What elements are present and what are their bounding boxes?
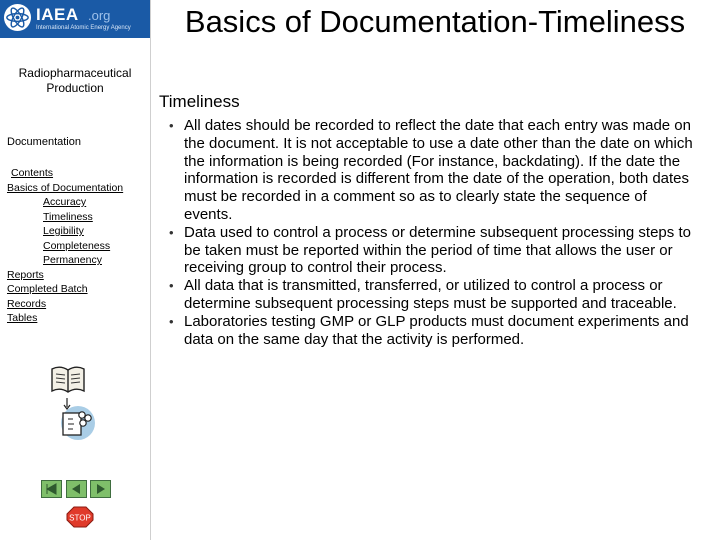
course-subject: Radiopharmaceutical Production: [18, 66, 132, 95]
nav-link-contents[interactable]: Contents: [11, 167, 54, 179]
nav-link-tables[interactable]: Tables: [7, 312, 38, 324]
bullet-item: [157, 313, 697, 349]
back-icon: [67, 481, 86, 497]
bullet-item: [157, 117, 697, 224]
nav-link-completed-batch[interactable]: Completed Batch: [7, 283, 88, 295]
sidebar-divider: [150, 0, 151, 540]
nav-link-timeliness[interactable]: Timeliness: [43, 210, 93, 223]
bullet-text: All dates should be recorded to reflect the date that each entry was made on the document. It is not acceptable to use a date other than the date on which the information is being recorded (For instance, backdating). If the date the information is recorded is different from the date of the operation, both dates must be recorded in a comment so as to clearly state the sequence of events.: [184, 117, 693, 223]
atom-logo-icon: [3, 3, 32, 32]
bullet-item: [157, 224, 697, 277]
logo-tagline: International Atomic Energy Agency: [36, 25, 131, 31]
bullet-text: Laboratories testing GMP or GLP products must document experiments and data on the same day that the activity is performed.: [184, 312, 689, 348]
logo-org-suffix: .org: [88, 8, 111, 23]
logo-name: IAEA: [36, 5, 79, 24]
back-button[interactable]: [66, 480, 87, 498]
nav-link-permanency[interactable]: Permanency: [43, 254, 102, 266]
book-icon[interactable]: [48, 363, 88, 397]
home-icon: [42, 481, 61, 497]
forward-icon: [91, 481, 110, 497]
bullet-text: Data used to control a process or determine subsequent processing steps to be taken must be reported within the period of time that allows the user or receiving group to control their process.: [184, 223, 691, 277]
nav-link-reports[interactable]: Reports: [7, 268, 44, 281]
bullet-item: [157, 277, 697, 313]
iaea-logo[interactable]: [0, 0, 150, 38]
section-heading: Documentation: [7, 136, 81, 148]
bullet-text: All data that is transmitted, transferred, or utilized to control a process or determine subsequent processing steps must be supported and traceable.: [184, 277, 677, 312]
nav-link-completeness[interactable]: Completeness: [43, 239, 111, 252]
sidebar: [0, 0, 150, 540]
forward-button[interactable]: [90, 480, 111, 498]
slide-title: Basics of Documentation-Timeliness: [184, 4, 686, 39]
bullet-list: [157, 117, 697, 348]
nav-link-basics-of-documentation[interactable]: Basics of Documentation: [7, 181, 124, 194]
nav-link-legibility[interactable]: Legibility: [43, 225, 84, 237]
bullet-marker: •: [169, 313, 174, 329]
nav-link-records[interactable]: Records: [7, 297, 47, 310]
flowchart-icon[interactable]: [60, 405, 96, 441]
bullet-marker: •: [169, 278, 174, 294]
slide-subtitle: Timeliness: [159, 92, 240, 111]
home-button[interactable]: [41, 480, 62, 498]
bullet-marker: •: [169, 118, 174, 133]
bullet-marker: •: [169, 224, 174, 240]
nav-link-accuracy[interactable]: Accuracy: [43, 196, 87, 208]
stop-label: STOP: [69, 513, 91, 523]
stop-button[interactable]: [66, 506, 94, 528]
sidebar-nav: [7, 166, 123, 326]
